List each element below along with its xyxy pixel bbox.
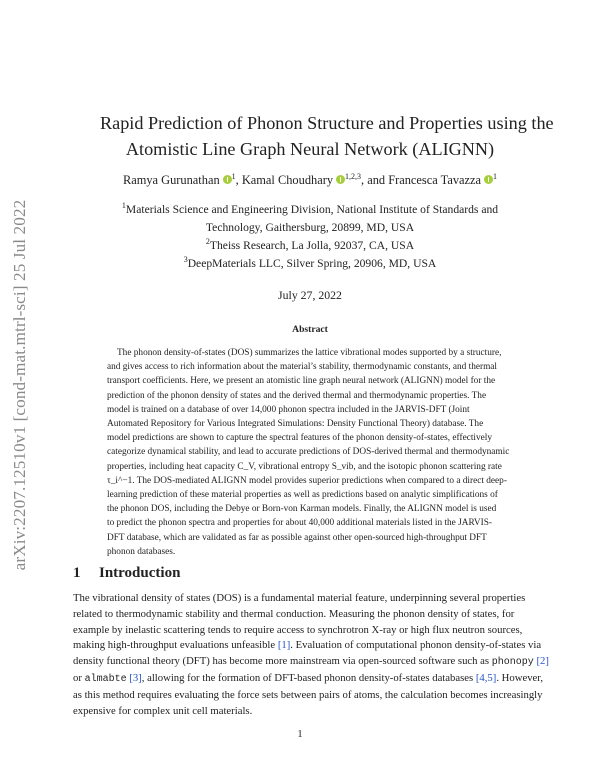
orcid-icon[interactable] <box>484 175 493 184</box>
body-line: related to thermodynamic stability and thermal conduction. Measuring the phonon density of states, for <box>73 607 515 620</box>
body-text: or <box>73 671 85 684</box>
abstract-heading: Abstract <box>292 324 328 335</box>
title-line-2: Atomistic Line Graph Neural Network (ALIGNN) <box>125 139 495 159</box>
abstract-line: model is trained on a database of over 14,000 phonon spectra included in the JARVIS-DFT (Joint <box>107 404 470 415</box>
body-line <box>73 671 544 688</box>
author-name: Ramya Gurunathan <box>122 173 220 187</box>
page-number: 1 <box>297 729 303 740</box>
citation-link[interactable]: [4,5] <box>475 671 497 684</box>
author-list <box>100 173 520 188</box>
author-name: Kamal Choudhary <box>241 173 334 187</box>
body-line: example by inelastic scattering tends to require access to synchrotron X-ray or high flux neutron sources, <box>73 623 523 636</box>
body-line <box>73 654 549 671</box>
affiliation-1-cont: Technology, Gaithersburg, 20899, MD, USA <box>205 221 415 234</box>
author-separator: , <box>235 173 242 187</box>
abstract-line: DFT database, which are validated as far as possible against other open-sourced high-throughput DFT <box>107 532 487 543</box>
affiliation-text: Theiss Research, La Jolla, 92037, CA, USA <box>209 239 415 252</box>
body-line: The vibrational density of states (DOS) is a fundamental material feature, underpinning several properties <box>73 592 526 604</box>
author-name: Francesca Tavazza <box>388 173 482 187</box>
author-separator: , and <box>361 173 389 187</box>
abstract-line: Automated Repository for Various Integrated Simulations: Density Functional Theory) database. The <box>107 419 484 430</box>
orcid-icon[interactable] <box>336 175 345 184</box>
body-line: as this method requires evaluating the force sets between pairs of atoms, the calculation becomes increasingly <box>73 688 543 701</box>
citation-link[interactable]: [3] <box>129 671 142 684</box>
abstract-line: properties, including heat capacity C_V, vibrational entropy S_vib, and the isotopic phonon scattering rate <box>107 461 502 472</box>
body-text: density functional theory (DFT) has become more mainstream via open-sourced software such as <box>73 655 492 668</box>
affiliation-3 <box>88 255 532 273</box>
body-line <box>73 638 542 654</box>
introduction-body <box>73 591 549 719</box>
abstract-body <box>107 346 513 559</box>
code-term: phonopy <box>491 657 534 669</box>
body-text: making high-throughput evaluations unfeasible <box>73 639 278 652</box>
paper-title <box>100 110 554 162</box>
abstract-line: The phonon density-of-states (DOS) summarizes the lattice vibrational modes supported by a structure, <box>117 348 502 358</box>
affiliation-text: Materials Science and Engineering Division, National Institute of Standards and <box>125 203 499 216</box>
body-line: expensive for complex unit cell materials. <box>73 704 253 717</box>
affiliation-1 <box>88 201 532 219</box>
abstract-line: transport coefficients. Here, we present an atomistic line graph neural network (ALIGNN) model for the <box>107 376 496 387</box>
abstract-line: the phonon DOS, including the Debye or Born-von Karman models. Finally, the ALIGNN model is used <box>107 504 497 515</box>
abstract-line: τ_i^−1. The DOS-mediated ALIGNN model provides superior predictions when compared to a direct deep- <box>107 475 507 486</box>
title-line-1: Rapid Prediction of Phonon Structure and Properties using the <box>100 113 554 133</box>
affiliation-text: DeepMaterials LLC, Silver Spring, 20906, MD, USA <box>187 257 437 270</box>
abstract-line: and gives access to rich information about the material’s stability, thermodynamic constants, and thermal <box>107 362 498 373</box>
affiliation-2 <box>88 237 532 255</box>
orcid-icon[interactable] <box>223 175 232 184</box>
abstract-line: to predict the phonon spectra and properties for about 40,000 additional materials listed in the JARVIS- <box>107 518 492 529</box>
abstract-line: phonon databases. <box>107 546 176 557</box>
author-affil-mark: 1 <box>493 172 498 181</box>
section-heading <box>73 565 180 582</box>
affil-number: 3 <box>183 255 188 264</box>
body-text: , allowing for the formation of DFT-based phonon density-of-states databases <box>141 671 476 684</box>
author-affil-mark: 1,2,3 <box>345 172 362 181</box>
section-number: 1 <box>73 565 81 581</box>
affiliations <box>88 201 532 273</box>
body-text: . Evaluation of computational phonon density-of-states via <box>290 639 542 652</box>
body-text: . However, <box>496 671 544 684</box>
abstract-line: prediction of the phonon density of states and the derived thermal and thermodynamic properties. The <box>107 390 487 401</box>
section-title: Introduction <box>99 565 181 581</box>
citation-link[interactable]: [1] <box>277 639 291 652</box>
citation-link[interactable]: [2] <box>536 655 549 668</box>
abstract-line: learning prediction of these material properties as well as predictions based on analytic simplifications of <box>107 490 498 501</box>
arxiv-identifier[interactable]: arXiv:2207.12510v1 [cond-mat.mtrl-sci] 25 Jul 2022 <box>10 199 29 571</box>
paper-date: July 27, 2022 <box>278 288 342 302</box>
affil-number: 1 <box>121 201 126 210</box>
code-term: almabte <box>84 673 127 685</box>
abstract-line: model predictions are shown to capture the spectral features of the phonon density-of-states, effectively <box>107 433 492 444</box>
abstract-line: categorize dynamical stability, and lead to accurate predictions of DOS-derived thermal and thermodynamic <box>107 447 510 458</box>
author-affil-mark: 1 <box>231 172 236 181</box>
affil-number: 2 <box>205 237 210 246</box>
